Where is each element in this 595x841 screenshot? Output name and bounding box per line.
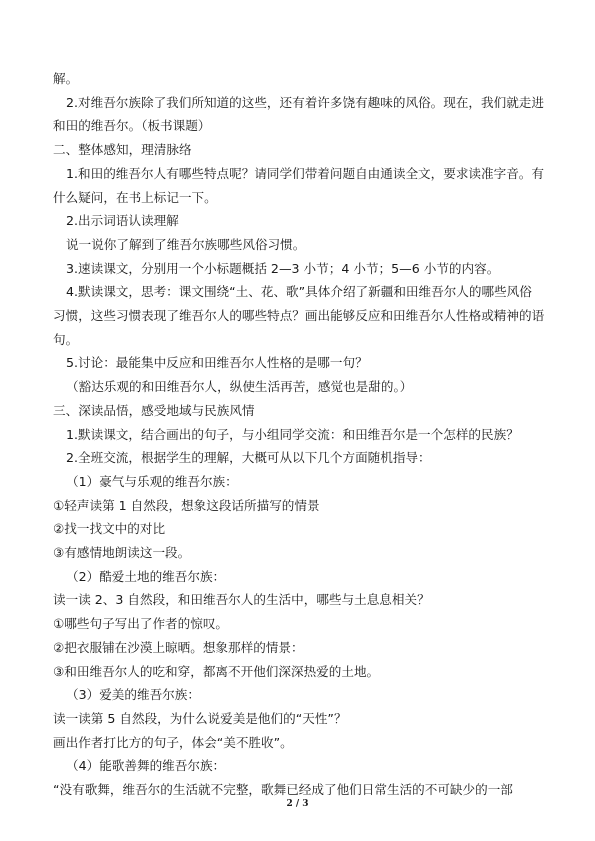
text-line: 5.讨论：最能集中反应和田维吾尔人性格的是哪一句？ bbox=[66, 355, 368, 371]
list-item: ③和田维吾尔人的吃和穿，都离不开他们深深热爱的土地。 bbox=[53, 663, 380, 679]
text-line: 3.速读课文，分别用一个小标题概括 2—3 小节；4 小节；5—6 小节的内容。 bbox=[66, 260, 500, 276]
text-line: 句。 bbox=[53, 331, 79, 347]
text-line: 1.默读课文，结合画出的句子，与小组同学交流：和田维吾尔是一个怎样的民族？ bbox=[66, 426, 519, 442]
text-line: 2.出示词语认读理解 bbox=[66, 213, 179, 229]
text-line: 2.对维吾尔族除了我们所知道的这些，还有着许多饶有趣味的风俗。现在，我们就走进 bbox=[66, 94, 544, 110]
text-line: （豁达乐观的和田维吾尔人，纵使生活再苦，感觉也是甜的。） bbox=[66, 379, 413, 395]
list-item: ③有感情地朗读这一段。 bbox=[53, 545, 191, 560]
text-line: 读一读 2、3 自然段，和田维吾尔人的生活中，哪些与土息息相关？ bbox=[53, 592, 430, 608]
subsection-heading: （2）酷爱土地的维吾尔族： bbox=[66, 568, 226, 584]
text-line: 2.全班交流，根据学生的理解，大概可从以下几个方面随机指导： bbox=[66, 450, 431, 466]
text-line: 画出作者打比方的句子，体会“美不胜收”。 bbox=[53, 734, 293, 750]
page-number: 2 / 3 bbox=[286, 799, 309, 809]
list-item: ②找一找文中的对比 bbox=[53, 521, 166, 537]
section-heading: 三、深读品悟，感受地域与民族风情 bbox=[53, 402, 255, 418]
text-line: 习惯，这些习惯表现了维吾尔人的哪些特点？画出能够反应和田维吾尔人性格或精神的语 bbox=[53, 308, 545, 323]
section-heading: 二、整体感知，理清脉络 bbox=[53, 142, 192, 158]
list-item: ①轻声读第 1 自然段，想象这段话所描写的情景 bbox=[53, 497, 320, 513]
text-line: 什么疑问，在书上标记一下。 bbox=[53, 189, 217, 205]
text-line: 解。 bbox=[53, 71, 79, 86]
subsection-heading: （1）豪气与乐观的维吾尔族： bbox=[66, 473, 238, 489]
subsection-heading: （3）爱美的维吾尔族： bbox=[66, 687, 200, 703]
text-line: 1.和田的维吾尔人有哪些特点呢？请同学们带着问题自由通读全文，要求读准字音。有 bbox=[66, 165, 544, 181]
subsection-heading: （4）能歌善舞的维吾尔族： bbox=[66, 758, 226, 774]
text-line: 说一说你了解到了维吾尔族哪些风俗习惯。 bbox=[66, 236, 306, 252]
list-item: ②把衣服铺在沙漠上晾晒。想象那样的情景： bbox=[53, 639, 304, 655]
list-item: ①哪些句子写出了作者的惊叹。 bbox=[53, 616, 229, 632]
text-line: 和田的维吾尔。（板书课题） bbox=[53, 118, 211, 134]
text-line: 读一读第 5 自然段，为什么说爱美是他们的“天性”？ bbox=[53, 710, 347, 726]
text-line: 4.默读课文，思考：课文围绕“土、花、歌”具体介绍了新疆和田维吾尔人的哪些风俗 bbox=[66, 284, 532, 300]
text-line: “没有歌舞，维吾尔的生活就不完整，歌舞已经成了他们日常生活的不可缺少的一部 bbox=[53, 782, 513, 797]
